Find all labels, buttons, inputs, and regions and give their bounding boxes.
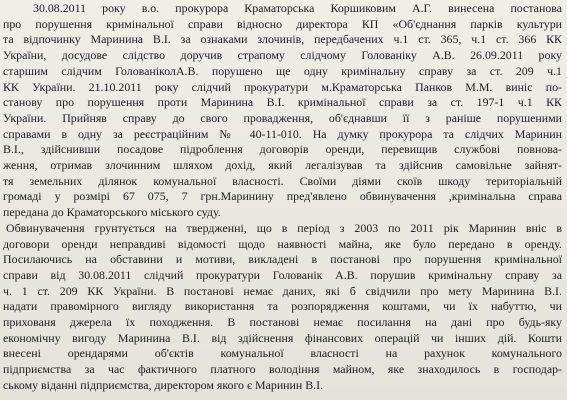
text-line: станову про порушення проти Маринина В.І. кримінальної справи за ст. 197-1 ч.1 КК — [3, 95, 562, 110]
text-line: договори оренди неправдиві відомості щодо наявності майна, яке було передано в оренду. — [3, 236, 562, 251]
text-line: та відпочинку Маринина В.І. за ознаками злочинів, передбачених ч.1 ст. 365, ч.1 ст. 366 КК — [3, 32, 562, 47]
paragraph-1 — [3, 1, 562, 221]
text-line: ч. 1 ст. 209 КК України. В постанові немає даних, які б свідчили про мету Маринина В.І. — [3, 283, 562, 298]
text-line: України. Прийняв справу до свого провадження, об'єднавши її з раніше порушеними — [3, 110, 562, 125]
text-line: справи від 30.08.2011 слідчий прокуратури Голованік А.В. порушив кримінальну справу за — [3, 267, 562, 282]
paragraph-2 — [3, 221, 562, 394]
text-line: справами в одну за реєстраційним № 40-11-010. На думку прокурора та слідчих Маринин — [3, 126, 562, 141]
text-line: ження, отримав злочинним шляхом дохід, який легалізував та здійснив самовільне зайнят- — [3, 158, 562, 173]
text-line: КК України. 21.10.2011 року слідчий прокуратури м.Краматорська Панков М.М. виніс по- — [3, 79, 562, 94]
text-line: громаді у розмірі 67 075, 7 грн.Маринину пред'явлено обвинувачення ,кримінальна справа — [3, 189, 562, 204]
text-line: старшим слідчим ГолованіколА.В. порушено ще одну кримінальну справу за ст. 209 ч.1 — [3, 63, 562, 78]
text-line: про порушення кримінальної справи відносно директора КП «Об'єднання парків культури — [3, 16, 562, 31]
text-line: Обвинувачення грунтується на твердженні, що в період з 2003 по 2011 рік Маринин вніс в — [6, 220, 562, 235]
text-line: надати правомірного вигляду використання та розпорядження коштами, чи їх набуттю, чи — [3, 299, 562, 314]
text-line: внесені орендарями об'єктів комунальної власності на рахунок комунального — [3, 346, 562, 361]
text-line: підприємства за час фактичного платного володіння майном, яке знаходилось в господар- — [3, 362, 562, 377]
text-line: України, досудове слідство доручив страпому слідчому Голованіку А.В. 26.09.2011 року — [3, 48, 562, 63]
text-line: В.І., здійснивши посадове підроблення договорів оренди, перевищив службові повнова- — [3, 142, 562, 157]
text-line: передана до Краматорського міського суду. — [3, 205, 221, 220]
text-line: економічну вигоду Маринина В.І. від здійснення фінансових операцій чи інших дій. Кошти — [3, 330, 562, 345]
text-line: Посилаючись на обставини и мотиви, викладені в постанові про порушення кримінальної — [3, 252, 562, 267]
document-text — [3, 1, 562, 394]
text-line: 30.08.2011 року в.о. прокурора Краматорська Коршиковим А.Г. винесена постанова — [33, 1, 562, 15]
text-line: ському віданні підприємства, директором якого є Маринин В.І. — [3, 377, 324, 392]
text-line: прихованя джерела їх походження. В постанові немає посилання на дані про будь-яку — [3, 315, 562, 330]
text-line: тя земельних ділянок комунальної власності. Своїми діями скоїв шкоду територіальній — [3, 173, 562, 188]
